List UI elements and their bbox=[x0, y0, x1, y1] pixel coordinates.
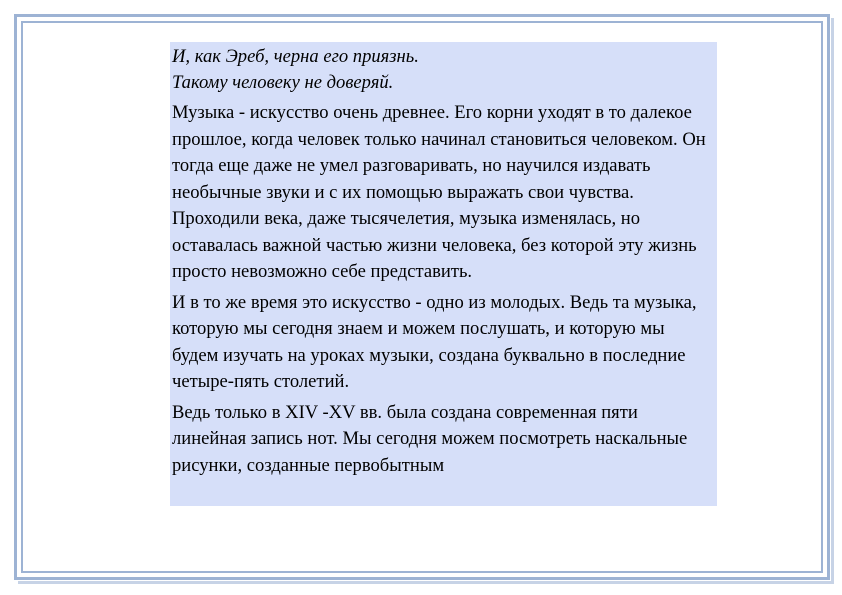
paragraph-3: Ведь только в XIV -XV вв. была создана современная пяти линейная запись нот. Мы сегодня можем посмотреть наскальные рисунки, созданные первобытным bbox=[172, 401, 688, 476]
epigraph-line-1: И, как Эреб, черна его приязнь. bbox=[172, 46, 419, 67]
text-box bbox=[170, 42, 717, 506]
paragraph-2: И в то же время это искусство - одно из молодых. Ведь та музыка, которую мы сегодня знаем и можем послушать, и которую мы будем изучать на уроках музыки, создана буквально в последние четыре-пять столетий. bbox=[172, 291, 697, 392]
paragraph-1: Музыка - искусство очень древнее. Его корни уходят в то далекое прошлое, когда человек только начинал становиться человеком. Он тогда еще даже не умел разговаривать, но научился издавать необычные звуки и с их помощью выражать свои чувства. Проходили века, даже тысячелетия, музыка изменялась, но оставалась важной частью жизни человека, без которой эту жизнь просто невозможно себе представить. bbox=[172, 102, 706, 282]
epigraph bbox=[172, 44, 714, 96]
epigraph-line-2: Такому человеку не доверяй. bbox=[172, 72, 394, 93]
